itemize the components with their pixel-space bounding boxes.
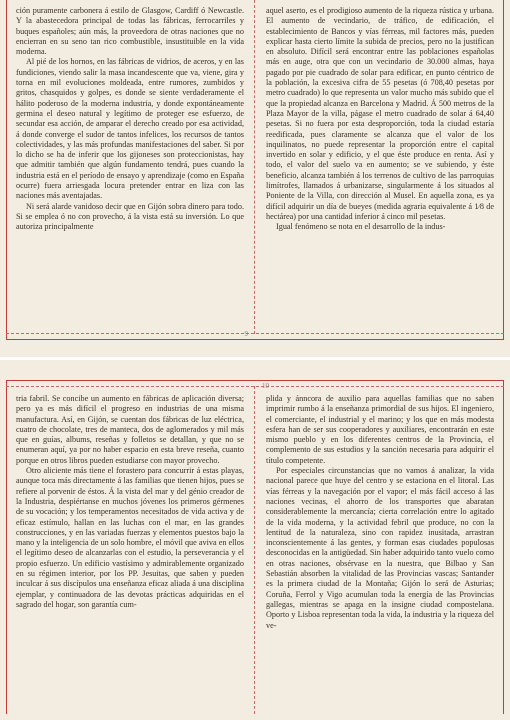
paragraph: tria fabril. Se concibe un aumento en fábricas de aplicación diversa; pero ya es más difícil el progreso en industrias de una misma manufactura. Así, en Gijón, se cuentan dos fábricas de luz eléctrica, cuatro de chocolate, tres de mantecа, dos de aglomerados y mil más que en guías, albums, reseñas y folletos se detallan, y que no se enumeran aquí, ya por no haber espacio en esta breve reseña, cuanto porque en otros libros pueden estudiarse con mayor provecho. — [16, 394, 244, 465]
paragraph: ción puramente carbonera á estilo de Glasgow, Cardiff ó Newcastle. Y la abastecedora principal de todas las fábricas, ferrocarriles y buques españoles; aún más, la proveedora de otras naciones que no encierran en su seno tan rico combustible, insustituible en la vida moderna. — [16, 6, 244, 57]
decorative-rule — [6, 386, 504, 387]
bottom-page — [0, 360, 510, 720]
right-column — [266, 6, 494, 233]
paragraph: aquel aserto, es el prodigioso aumento de la riqueza rústica y urbana. El aumento de vecindario, de tráfico, de edificación, el establecimiento de Bancos y vías férreas, mil factores más, pueden explicar hasta cierto límite la subida de precios, pero no la justifican en absoluto. Difícil será encontrar entre las poblaciones españolas más en auge, otra que con un vecindario de 30.000 almas, haya pagado por pie cuadrado de solar para edificar, en punto céntrico de la población, la excesiva cifra de 55 pesetas (ó 708,40 pesetas por metro cuadrado) lo que representa un valor mucho más subido que el que la propiedad alcanza en Barcelona y Madrid. Á 500 metros de la Plaza Mayor de la villa, págase el metro cuadrado de solar á 64,40 pesetas. Si no fuera por esta desproporción, toda la ciudad estaría reedificada, pues claramente se alcanza que el valor de los inquilinatos, no puede representar la proporción entre el capital invertido en solar y edificio, y el que éste produce en renta. Así y todo, el valor del suelo va en aumento; se ve subiendo, y éste beneficio, alcanza también á los terrenos de cultivo de las parroquias limítrofes, llamados á urbanizarse, singularmente á los situados al Poniente de la Villa, con dirección al Musel. En aquella zona, es ya difícil adquirir un día de bueyes (medida agraria equivalente á 1⁄8 de hectárea) por una cantidad inferior á cinco mil pesetas. — [266, 6, 494, 221]
left-column — [16, 394, 244, 610]
left-column — [16, 6, 244, 233]
page-number: 10 — [262, 382, 269, 390]
paragraph: Por especiales circunstancias que no vamos á analizar, la vida nacional parece que huye del centro y se estaciona en el litoral. Las vías férreas y la navegación por el vapor; el más fácil acceso á las naciones vecinas, el ahorro de los transportes que abaratan considerablemente la mercancía; cierta correlación entre lo agitado de la vida moderna, y la actividad febril que produce, no con la lentitud de la naturaleza, sino con rapidez inusitada, arrastran inconscientemente á las gentes, y forman esas ciudades populosas desconocidas en la antigüedad. Sin haber adquirido tanto vuelo como en otras naciones, obsérvase en la nuestra, que Bilbao y San Sebastián absorben la vitalidad de las Provincias vascas; Santander es la primera ciudad de la Montaña; Gijón lo será de Asturias; Coruña, Ferrol y Vigo acumulan toda la energía de las Provincias gallegas, mientras se apaga en la insigne ciudad compostelana. Oporto y Lisboa representan toda la vida, la industria y la riqueza del ve- — [266, 466, 494, 630]
paragraph: Al pié de los hornos, en las fábricas de vidrios, de aceros, y en las fundiciones, viendo salir la masa incandescente que va, viene, gira y torna en mil evoluciones moldeada, entre rumores, zumbidos y gritos, chasquidos y golpes, es donde se siente verdaderamente el hálito poderoso de la moderna industria, y donde expontáneamente germina el deseo natural y legítimo de proteger ese esfuerzo, de secundar esa acción, de amparar el derecho creado por esa actividad, á donde converge el sudor de tantos infelices, los recursos de tantos colectividades, y las más profundas manifestaciones del saber. Si por lo dicho se ha de inferir que los gijoneses son proteccionistas, hay que admitir también que algún fundamento tendrá, pues cuando la industria está en el período de ensayo y aprendizaje (como en España ocurre) fuera arriesgada locura pretender entrar en liza con las naciones más aventajadas. — [16, 57, 244, 201]
paragraph: plida y ánncora de auxilio para aquellas familias que no saben imprimir rumbo á la enseñanza primordial de sus hijos. El ingeniero, el comerciante, el industrial y el marino; y los que en más modesta esfera han de ser sus cooperadores y auxiliares, encontrarán en este mismo pueblo y en los diferentes centros de la Provincia, el complemento de sus estudios y la sanción necesaria para adquirir el título competente. — [266, 394, 494, 465]
page-number: 9 — [244, 330, 248, 338]
column-divider — [254, 386, 255, 714]
column-divider — [254, 0, 255, 334]
paragraph: Igual fenómeno se nota en el desarrollo de la indus- — [276, 222, 446, 232]
decorative-rule — [6, 333, 504, 334]
paragraph: Ni será alarde vanidoso decir que en Gijón sobra dinero para todo. Si se emplea ó no con provecho, á la vista está su inversión. Lo que autoriza principalmente — [16, 201, 244, 232]
right-column — [266, 394, 494, 631]
paragraph: Otro aliciente más tiene el forastero para concurrir á estas playas, aunque toca más directamente á las familias que tienen hijos, pues se refiere al porvenir de éstos. Á la vista del mar y del génio creador de la Industria, despiértanse en muchos jóvenes los primeros gérmenes de su vocación; y los temperamentos necesitados de vida activa y de eficaz estímulo, hallan en las luchas con el mar, en las grandes construcciones, y en las variadas fuerzas y elementos puestos bajo la mano y la inteligencia de un solo hombre, el móvil que aviva en ellos el legítimo deseo de alcanzarlas con el estudio, la perseverancia y el propio esfuerzo. Un edificio vastísimo y admirablemente organizado en su régimen interior, por los PP. Jesuitas, que saben y pueden inculcar á sus discípulos una enseñanza eficaz aliada á una disciplina ejemplar, y continuadora de las devotas prácticas adquiridas en el sagrado del hogar, son garantía cum- — [16, 466, 244, 609]
